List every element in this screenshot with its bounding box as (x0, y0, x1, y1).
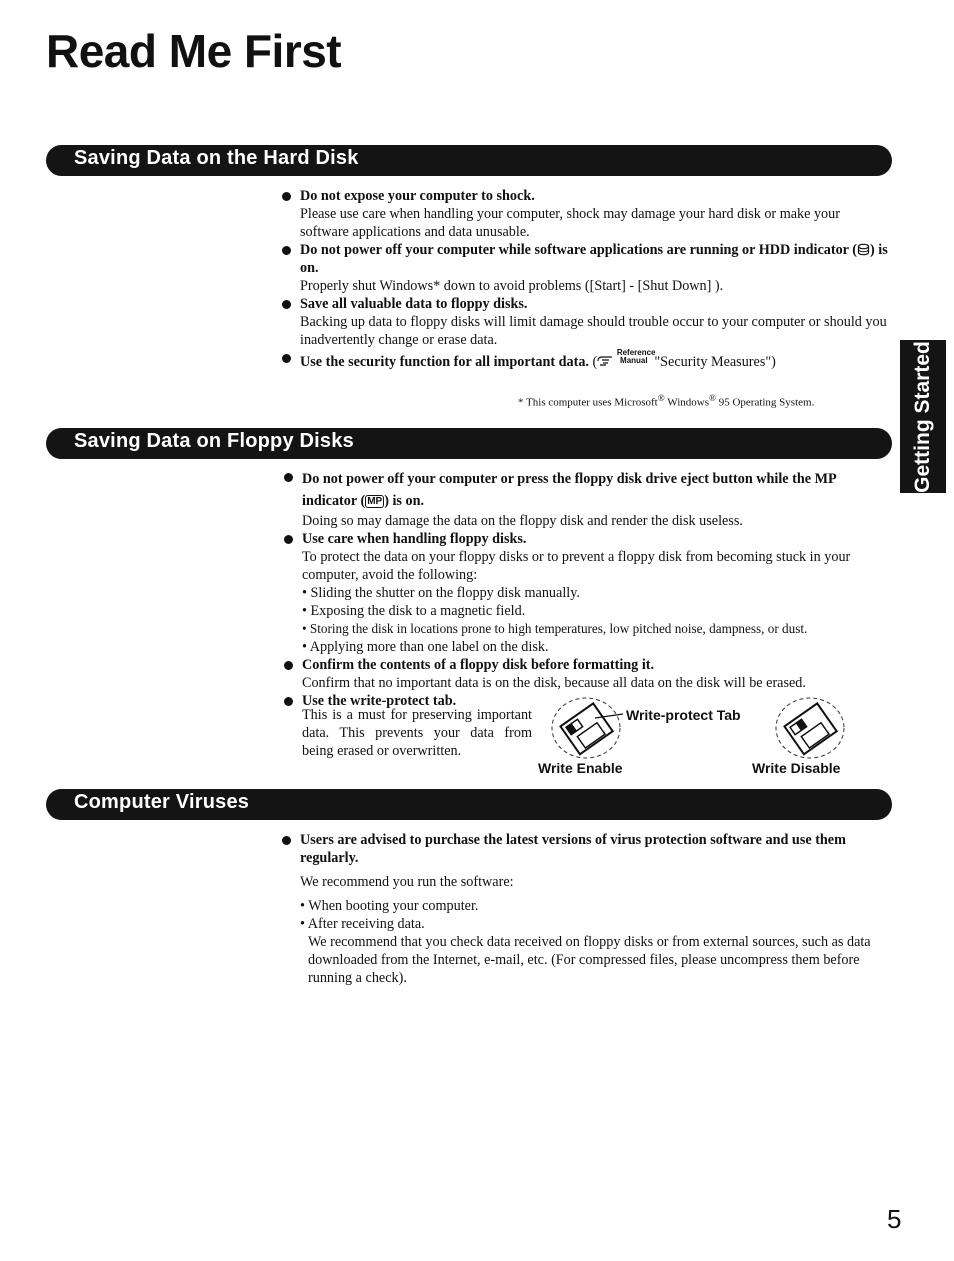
paren: ( (592, 354, 598, 370)
item-heading: Confirm the contents of a floppy disk before formatting it. (302, 657, 655, 673)
section-banner-hard-disk (46, 145, 892, 176)
item-body: Doing so may damage the data on the floppy disk and render the disk useless. (302, 513, 743, 529)
item-body: Backing up data to floppy disks will limit damage should trouble occur to your computer or should you inadvertently change or erase data. (300, 314, 887, 348)
write-disable-label: Write Disable (752, 760, 841, 776)
list-item (282, 530, 894, 656)
item-body: To protect the data on your floppy disks or to prevent a floppy disk from becoming stuck in your computer, avoid the following: (302, 549, 851, 583)
reference-manual-icon: Reference Manual (616, 348, 656, 365)
page-title: Read Me First (46, 25, 342, 77)
item-heading (302, 468, 894, 512)
side-tab (900, 340, 946, 493)
item-heading-text: Do not power off your computer while software applications are running or HDD indicator ( (300, 242, 857, 258)
pointer-line (595, 708, 625, 722)
list-item (282, 468, 894, 530)
bullet-icon (284, 661, 293, 670)
footnote-text: Windows (664, 396, 709, 409)
bullet-icon (282, 246, 291, 255)
item-body: Please use care when handling your computer, shock may damage your hard disk or make your software applications and data unusable. (300, 206, 840, 240)
registered-mark: ® (708, 393, 716, 403)
item-heading-text: ) is on. (384, 493, 424, 509)
sub-bullet: • Sliding the shutter on the floppy disk manually. (302, 585, 580, 601)
sub-bullet: • Storing the disk in locations prone to high temperatures, low pitched noise, dampness, or dust. (302, 621, 808, 636)
hard-disk-content (280, 187, 892, 371)
bullet-icon (284, 535, 293, 544)
hdd-indicator-icon (857, 243, 870, 256)
item-heading (300, 349, 892, 371)
write-enable-floppy-icon (546, 694, 626, 762)
item-body: Properly shut Windows* down to avoid problems ([Start] - [Shut Down] ). (300, 278, 724, 294)
sub-bullet: • After receiving data. (300, 916, 425, 932)
footnote (518, 393, 814, 409)
footnote-text: * This computer uses Microsoft (518, 396, 658, 409)
item-heading (300, 241, 892, 277)
sub-bullet: • Exposing the disk to a magnetic field. (302, 603, 526, 619)
write-protect-tab-label: Write-protect Tab (626, 707, 741, 723)
item-heading-text: ) is on. (300, 242, 888, 276)
list-item (280, 241, 892, 295)
write-protect-description: This is a must for preserving important data. This prevents your data from being erased or overwritten. (302, 707, 532, 759)
registered-mark: ® (657, 393, 665, 403)
sub-bullet: • When booting your computer. (300, 898, 479, 914)
write-enable-label: Write Enable (538, 760, 623, 776)
item-heading: Use the write-protect tab. (302, 693, 457, 709)
bullet-icon (282, 836, 291, 845)
bullet-icon (284, 697, 293, 706)
viruses-content (280, 831, 892, 987)
item-body: We recommend that you check data received on floppy disks or from external sources, such as data downloaded from the Internet, e-mail, etc. (For compressed files, please uncompress them before running a check). (308, 934, 871, 986)
mp-indicator-icon: MP (367, 496, 383, 507)
bullet-icon (282, 300, 291, 309)
pointing-hand-icon (597, 356, 613, 366)
list-item (280, 187, 892, 241)
item-body: We recommend you run the software: (300, 874, 514, 890)
item-heading: Save all valuable data to floppy disks. (300, 296, 528, 312)
item-heading-text: Use the security function for all important data. (300, 354, 589, 370)
floppy-content (282, 468, 894, 710)
section-heading-floppy: Saving Data on Floppy Disks (74, 430, 354, 452)
list-item (282, 656, 894, 692)
reference-text: "Security Measures") (654, 354, 776, 370)
section-heading-viruses: Computer Viruses (74, 791, 250, 813)
write-disable-floppy-icon (770, 694, 850, 762)
bullet-icon (282, 192, 291, 201)
list-item (280, 349, 892, 371)
section-heading-hard-disk: Saving Data on the Hard Disk (74, 147, 359, 169)
item-heading: Users are advised to purchase the latest versions of virus protection software and use them regularly. (300, 832, 846, 866)
item-heading: Use care when handling floppy disks. (302, 531, 527, 547)
bullet-icon (284, 473, 293, 482)
footnote-text: 95 Operating System. (715, 396, 815, 409)
item-body: Confirm that no important data is on the disk, because all data on the disk will be erased. (302, 675, 806, 691)
side-tab-label: Getting Started (911, 340, 934, 493)
item-heading-text: Do not power off your computer or press the floppy disk drive eject button while the MP indicator ( (302, 471, 836, 509)
item-heading: Do not expose your computer to shock. (300, 188, 535, 204)
list-item (280, 831, 892, 987)
bullet-icon (282, 354, 291, 363)
list-item (280, 295, 892, 349)
section-banner-floppy (46, 428, 892, 459)
sub-bullet: • Applying more than one label on the disk. (302, 639, 549, 655)
section-banner-viruses (46, 789, 892, 820)
page-number: 5 (887, 1204, 902, 1234)
